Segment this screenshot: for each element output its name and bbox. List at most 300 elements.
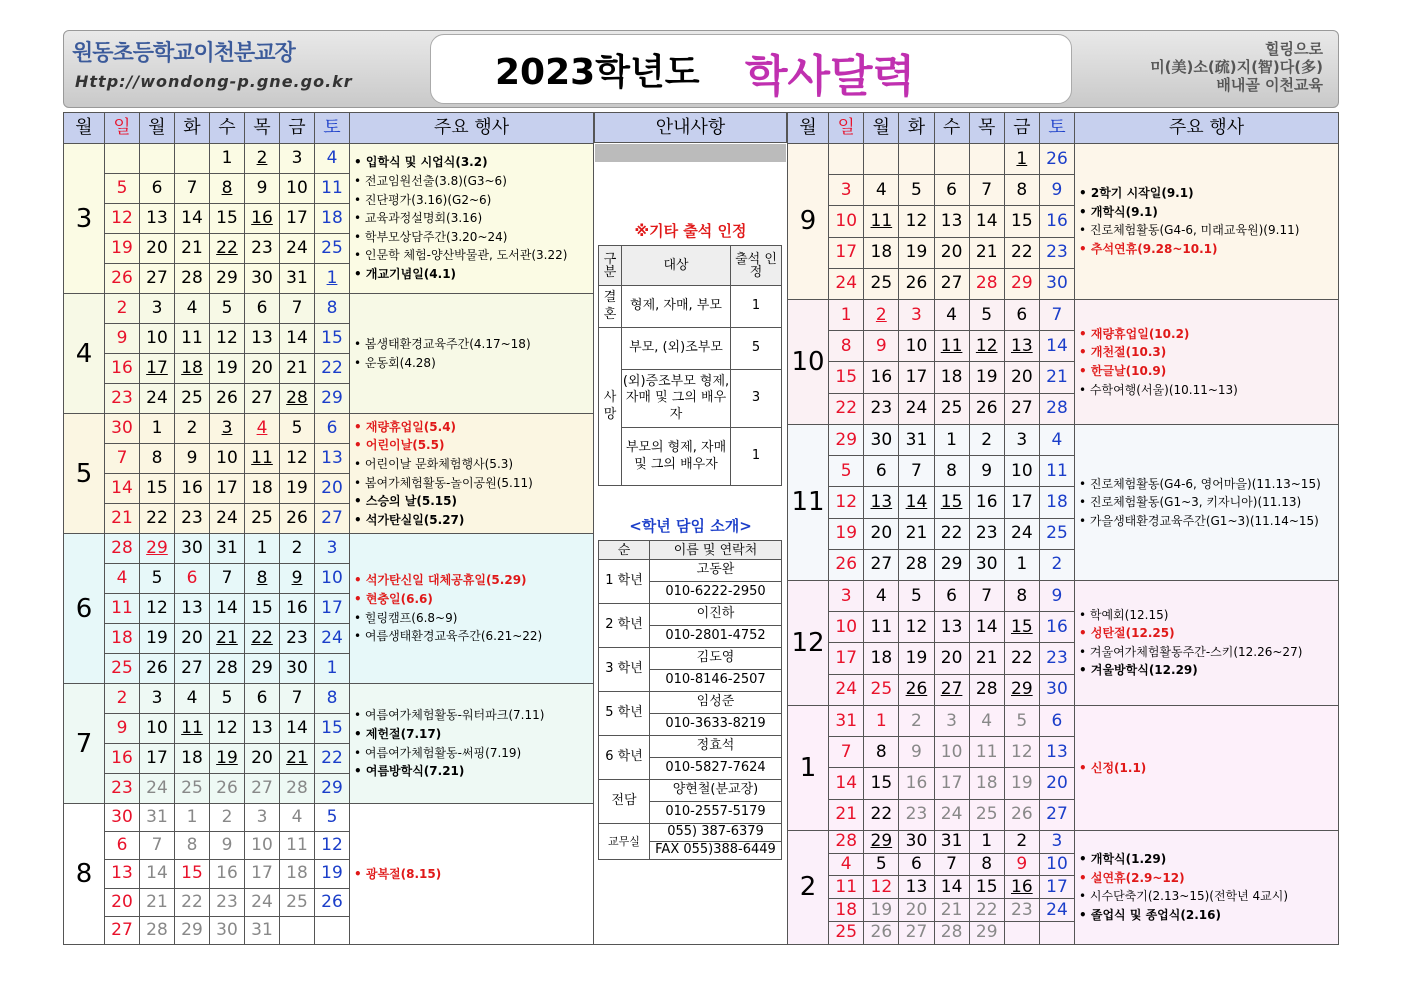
week-row bbox=[788, 830, 1339, 853]
day-cell: 25 bbox=[864, 268, 899, 299]
day-cell: 13 bbox=[864, 487, 899, 518]
day-cell: 31 bbox=[140, 804, 175, 832]
day-cell: 18 bbox=[245, 474, 280, 504]
day-cell: 19 bbox=[315, 860, 350, 888]
day-cell: 23 bbox=[1039, 237, 1074, 268]
day-cell: 26 bbox=[829, 549, 864, 580]
day-cell: 30 bbox=[1039, 268, 1074, 299]
day-cell: 31 bbox=[210, 534, 245, 564]
day-cell: 9 bbox=[1004, 853, 1039, 876]
day-cell: 2 bbox=[280, 534, 315, 564]
day-cell: 15 bbox=[140, 474, 175, 504]
day-cell: 6 bbox=[105, 832, 140, 860]
day-cell: 29 bbox=[245, 654, 280, 684]
att-type-death: 사망 bbox=[599, 328, 622, 486]
day-cell: 15 bbox=[1004, 612, 1039, 643]
day-cell: 28 bbox=[140, 916, 175, 944]
day-cell: 15 bbox=[315, 324, 350, 354]
day-cell: 11 bbox=[864, 206, 899, 237]
day-cell: 29 bbox=[934, 549, 969, 580]
day-cell: 27 bbox=[140, 264, 175, 294]
day-cell: 30 bbox=[210, 916, 245, 944]
day-cell: 4 bbox=[934, 299, 969, 330]
week-row bbox=[64, 534, 594, 564]
day-cell: 12 bbox=[315, 832, 350, 860]
day-cell: 7 bbox=[1039, 299, 1074, 330]
day-cell: 6 bbox=[899, 853, 934, 876]
day-cell: 27 bbox=[175, 654, 210, 684]
day-cell: 9 bbox=[280, 564, 315, 594]
day-cell: 24 bbox=[245, 888, 280, 916]
event-item: • 봄여가체험활동-놀이공원(5.11) bbox=[354, 475, 533, 490]
day-cell: 12 bbox=[280, 444, 315, 474]
school-url[interactable]: Http://wondong-p.gne.go.kr bbox=[75, 72, 353, 91]
event-item: • 겨울여가체험활동주간-스키(12.26~27) bbox=[1079, 644, 1303, 659]
day-cell: 26 bbox=[210, 384, 245, 414]
day-cell: 3 bbox=[280, 144, 315, 174]
day-cell: 11 bbox=[280, 832, 315, 860]
day-cell: 22 bbox=[210, 234, 245, 264]
day-cell: 16 bbox=[1039, 612, 1074, 643]
day-cell: 29 bbox=[1004, 674, 1039, 705]
day-cell: 25 bbox=[105, 654, 140, 684]
day-cell: 21 bbox=[969, 643, 1004, 674]
day-cell: 14 bbox=[934, 876, 969, 899]
teacher-grade: 5 학년 bbox=[599, 692, 650, 736]
col-head-events: 주요 행사 bbox=[1075, 113, 1339, 144]
day-cell: 12 bbox=[210, 714, 245, 744]
day-cell: 19 bbox=[105, 234, 140, 264]
teacher-name: 임성준 bbox=[650, 692, 782, 714]
teacher-name: 양현철(분교장) bbox=[650, 780, 782, 802]
day-cell: 30 bbox=[1039, 674, 1074, 705]
event-item: • 제헌절(7.17) bbox=[354, 726, 442, 741]
day-cell: 16 bbox=[899, 768, 934, 799]
day-cell: 10 bbox=[280, 174, 315, 204]
event-item: • 가을생태환경교육주간(G1~3)(11.14~15) bbox=[1079, 513, 1319, 528]
month-events bbox=[1075, 424, 1339, 580]
month-events bbox=[350, 534, 594, 684]
day-cell: 13 bbox=[1004, 331, 1039, 362]
day-cell: 7 bbox=[175, 174, 210, 204]
day-cell: 11 bbox=[245, 444, 280, 474]
day-cell: 13 bbox=[1039, 737, 1074, 768]
day-cell: 6 bbox=[864, 456, 899, 487]
day-cell: 8 bbox=[315, 684, 350, 714]
day-cell: 10 bbox=[245, 832, 280, 860]
event-item: • 개교기념일(4.1) bbox=[354, 266, 457, 281]
day-cell: 19 bbox=[899, 237, 934, 268]
day-cell: 26 bbox=[105, 264, 140, 294]
day-cell: 7 bbox=[140, 832, 175, 860]
teacher-phone: 010-5827-7624 bbox=[650, 758, 782, 780]
teacher-grade: 교무실 bbox=[599, 824, 650, 860]
day-cell: 28 bbox=[105, 534, 140, 564]
day-cell: 31 bbox=[245, 916, 280, 944]
col-head-events: 주요 행사 bbox=[350, 113, 594, 144]
day-cell: 15 bbox=[315, 714, 350, 744]
day-cell: 22 bbox=[829, 393, 864, 424]
day-cell: 21 bbox=[210, 624, 245, 654]
day-cell: 26 bbox=[969, 393, 1004, 424]
month-label: 1 bbox=[788, 705, 829, 830]
month-events bbox=[350, 684, 594, 804]
day-cell: 15 bbox=[864, 768, 899, 799]
day-cell: 24 bbox=[210, 504, 245, 534]
day-cell: 19 bbox=[280, 474, 315, 504]
day-cell: 3 bbox=[140, 294, 175, 324]
day-cell: 5 bbox=[315, 804, 350, 832]
day-cell: 27 bbox=[934, 674, 969, 705]
day-cell: 10 bbox=[934, 737, 969, 768]
week-row bbox=[788, 299, 1339, 330]
att-target: (외)증조부모 형제,자매 및 그의 배우자 bbox=[622, 370, 731, 428]
day-cell: 15 bbox=[1004, 206, 1039, 237]
day-cell: 19 bbox=[899, 643, 934, 674]
att-days: 5 bbox=[731, 328, 782, 370]
event-item: • 인문학 체험-양산박물관, 도서관(3.22) bbox=[354, 248, 568, 263]
day-cell: 27 bbox=[245, 384, 280, 414]
day-cell: 6 bbox=[175, 564, 210, 594]
day-cell: 2 bbox=[105, 684, 140, 714]
day-cell: 25 bbox=[1039, 518, 1074, 549]
day-cell: 16 bbox=[245, 204, 280, 234]
day-cell: 14 bbox=[899, 487, 934, 518]
day-cell: 1 bbox=[175, 804, 210, 832]
day-cell: 18 bbox=[1039, 487, 1074, 518]
day-cell: 10 bbox=[315, 564, 350, 594]
day-cell: 25 bbox=[245, 504, 280, 534]
day-cell: 6 bbox=[245, 294, 280, 324]
day-cell: 5 bbox=[140, 564, 175, 594]
col-head-sun: 일 bbox=[829, 113, 864, 144]
day-cell: 17 bbox=[245, 860, 280, 888]
day-cell: 6 bbox=[315, 414, 350, 444]
teacher-grade: 1 학년 bbox=[599, 560, 650, 604]
event-item: • 여름여가체험활동-워터파크(7.11) bbox=[354, 708, 545, 723]
day-cell: 30 bbox=[105, 804, 140, 832]
day-cell: 24 bbox=[829, 268, 864, 299]
calendar-first-semester bbox=[63, 112, 594, 945]
day-cell: 7 bbox=[280, 684, 315, 714]
day-cell: 17 bbox=[315, 594, 350, 624]
day-cell: 15 bbox=[175, 860, 210, 888]
teacher-phone: 010-8146-2507 bbox=[650, 670, 782, 692]
col-head-fri: 금 bbox=[280, 113, 315, 144]
month-events bbox=[350, 294, 594, 414]
week-row bbox=[788, 424, 1339, 455]
teacher-title: <학년 담임 소개> bbox=[629, 517, 752, 535]
day-cell: 16 bbox=[175, 474, 210, 504]
day-cell: 23 bbox=[210, 888, 245, 916]
day-cell: 22 bbox=[1004, 237, 1039, 268]
day-cell: 28 bbox=[1039, 393, 1074, 424]
day-cell: 28 bbox=[969, 674, 1004, 705]
event-item: • 개학식(9.1) bbox=[1079, 204, 1158, 219]
day-cell: 13 bbox=[315, 444, 350, 474]
day-cell: 14 bbox=[969, 612, 1004, 643]
event-item: • 여름생태환경교육주간(6.21~22) bbox=[354, 629, 543, 644]
day-cell: 27 bbox=[899, 922, 934, 945]
title-year: 2023학년도 bbox=[495, 52, 700, 93]
event-item: • 설연휴(2.9~12) bbox=[1079, 870, 1185, 885]
day-cell: 22 bbox=[864, 799, 899, 830]
teacher-head-order: 순 bbox=[599, 541, 650, 560]
day-cell: 21 bbox=[175, 234, 210, 264]
event-item: • 입학식 및 시업식(3.2) bbox=[354, 155, 488, 170]
day-cell: 22 bbox=[1004, 643, 1039, 674]
day-cell: 3 bbox=[899, 299, 934, 330]
day-cell: 8 bbox=[140, 444, 175, 474]
day-cell: 18 bbox=[969, 768, 1004, 799]
day-cell: 24 bbox=[140, 774, 175, 804]
day-cell: 18 bbox=[280, 860, 315, 888]
day-cell: 8 bbox=[210, 174, 245, 204]
event-item: • 석가탄신일 대체공휴일(5.29) bbox=[354, 573, 527, 588]
month-label: 10 bbox=[788, 299, 829, 424]
week-row bbox=[788, 580, 1339, 611]
day-cell: 20 bbox=[1004, 362, 1039, 393]
day-cell: 10 bbox=[210, 444, 245, 474]
day-cell: 18 bbox=[175, 354, 210, 384]
day-cell: 7 bbox=[934, 853, 969, 876]
day-cell: 28 bbox=[280, 384, 315, 414]
day-cell: 16 bbox=[1039, 206, 1074, 237]
day-cell: 23 bbox=[105, 384, 140, 414]
day-cell: 4 bbox=[969, 705, 1004, 736]
col-head-sat: 토 bbox=[315, 113, 350, 144]
day-cell: 14 bbox=[1039, 331, 1074, 362]
col-head-mon: 월 bbox=[140, 113, 175, 144]
day-cell bbox=[899, 144, 934, 175]
day-cell: 12 bbox=[829, 487, 864, 518]
teacher-phone: 010-6222-2950 bbox=[650, 582, 782, 604]
month-events bbox=[350, 804, 594, 945]
day-cell: 9 bbox=[210, 832, 245, 860]
att-type-marriage: 결혼 bbox=[599, 286, 622, 328]
day-cell: 20 bbox=[175, 624, 210, 654]
day-cell: 30 bbox=[280, 654, 315, 684]
col-head-thu: 목 bbox=[969, 113, 1004, 144]
day-cell bbox=[1039, 922, 1074, 945]
month-label: 8 bbox=[64, 804, 105, 945]
day-cell: 12 bbox=[105, 204, 140, 234]
event-item: • 운동회(4.28) bbox=[354, 355, 436, 370]
day-cell: 3 bbox=[245, 804, 280, 832]
day-cell: 17 bbox=[1039, 876, 1074, 899]
day-cell: 14 bbox=[829, 768, 864, 799]
day-cell bbox=[140, 144, 175, 174]
day-cell: 10 bbox=[829, 206, 864, 237]
day-cell: 22 bbox=[140, 504, 175, 534]
col-head-sun: 일 bbox=[105, 113, 140, 144]
day-cell: 2 bbox=[105, 294, 140, 324]
day-cell: 4 bbox=[864, 175, 899, 206]
day-cell: 1 bbox=[140, 414, 175, 444]
day-cell: 26 bbox=[140, 654, 175, 684]
day-cell: 17 bbox=[140, 744, 175, 774]
day-cell: 20 bbox=[315, 474, 350, 504]
day-cell: 29 bbox=[864, 830, 899, 853]
day-cell: 26 bbox=[899, 674, 934, 705]
day-cell: 8 bbox=[969, 853, 1004, 876]
day-cell: 27 bbox=[1039, 799, 1074, 830]
event-item: • 석가탄실일(5.27) bbox=[354, 512, 465, 527]
event-item: • 스승의 날(5.15) bbox=[354, 494, 457, 509]
month-events bbox=[350, 144, 594, 294]
day-cell: 4 bbox=[1039, 424, 1074, 455]
week-row bbox=[64, 804, 594, 832]
day-cell: 22 bbox=[934, 518, 969, 549]
day-cell: 4 bbox=[829, 853, 864, 876]
day-cell: 14 bbox=[210, 594, 245, 624]
day-cell: 23 bbox=[1004, 899, 1039, 922]
day-cell: 28 bbox=[829, 830, 864, 853]
day-cell: 1 bbox=[315, 264, 350, 294]
day-cell: 24 bbox=[315, 624, 350, 654]
day-cell: 12 bbox=[969, 331, 1004, 362]
day-cell: 23 bbox=[105, 774, 140, 804]
day-cell: 5 bbox=[899, 175, 934, 206]
day-cell: 17 bbox=[1004, 487, 1039, 518]
day-cell: 12 bbox=[210, 324, 245, 354]
day-cell: 14 bbox=[140, 860, 175, 888]
teacher-table bbox=[598, 540, 782, 860]
day-cell: 9 bbox=[105, 714, 140, 744]
day-cell: 26 bbox=[864, 922, 899, 945]
day-cell: 21 bbox=[969, 237, 1004, 268]
day-cell: 24 bbox=[1004, 518, 1039, 549]
week-row bbox=[64, 294, 594, 324]
day-cell: 11 bbox=[829, 876, 864, 899]
day-cell: 25 bbox=[864, 674, 899, 705]
col-head-wed: 수 bbox=[210, 113, 245, 144]
day-cell: 4 bbox=[245, 414, 280, 444]
day-cell: 30 bbox=[105, 414, 140, 444]
att-target: 부모의 형제, 자매 및 그의 배우자 bbox=[622, 428, 731, 486]
day-cell bbox=[1004, 922, 1039, 945]
day-cell: 10 bbox=[1004, 456, 1039, 487]
day-cell: 3 bbox=[1004, 424, 1039, 455]
event-item: • 힐링캠프(6.8~9) bbox=[354, 610, 458, 625]
day-cell: 25 bbox=[934, 393, 969, 424]
day-cell: 19 bbox=[829, 518, 864, 549]
day-cell bbox=[969, 144, 1004, 175]
day-cell: 8 bbox=[1004, 580, 1039, 611]
day-cell: 18 bbox=[315, 204, 350, 234]
day-cell: 1 bbox=[315, 654, 350, 684]
day-cell: 18 bbox=[934, 362, 969, 393]
day-cell: 12 bbox=[1004, 737, 1039, 768]
att-head-target: 대상 bbox=[622, 246, 731, 286]
day-cell: 6 bbox=[245, 684, 280, 714]
day-cell: 15 bbox=[245, 594, 280, 624]
day-cell: 29 bbox=[1004, 268, 1039, 299]
day-cell: 22 bbox=[175, 888, 210, 916]
teacher-phone: 010-2557-5179 bbox=[650, 802, 782, 824]
day-cell: 28 bbox=[899, 549, 934, 580]
att-days: 1 bbox=[731, 286, 782, 328]
event-item: • 졸업식 및 종업식(2.16) bbox=[1079, 907, 1221, 922]
day-cell: 2 bbox=[1004, 830, 1039, 853]
day-cell: 20 bbox=[864, 518, 899, 549]
day-cell: 25 bbox=[315, 234, 350, 264]
day-cell: 3 bbox=[315, 534, 350, 564]
day-cell: 9 bbox=[175, 444, 210, 474]
day-cell: 30 bbox=[969, 549, 1004, 580]
day-cell: 22 bbox=[315, 354, 350, 384]
event-item: • 겨울방학식(12.29) bbox=[1079, 663, 1198, 678]
day-cell: 1 bbox=[934, 424, 969, 455]
day-cell: 11 bbox=[864, 612, 899, 643]
day-cell: 19 bbox=[210, 744, 245, 774]
day-cell: 2 bbox=[210, 804, 245, 832]
day-cell: 5 bbox=[210, 294, 245, 324]
day-cell: 1 bbox=[969, 830, 1004, 853]
month-label: 4 bbox=[64, 294, 105, 414]
day-cell: 13 bbox=[140, 204, 175, 234]
col-head-tue: 화 bbox=[175, 113, 210, 144]
day-cell: 8 bbox=[864, 737, 899, 768]
day-cell: 3 bbox=[140, 684, 175, 714]
event-item: • 2학기 시작일(9.1) bbox=[1079, 186, 1194, 201]
day-cell: 14 bbox=[280, 324, 315, 354]
day-cell: 30 bbox=[175, 534, 210, 564]
day-cell: 6 bbox=[140, 174, 175, 204]
att-target: 부모, (외)조부모 bbox=[622, 328, 731, 370]
month-events bbox=[1075, 144, 1339, 300]
event-item: • 수학여행(서울)(10.11~13) bbox=[1079, 382, 1238, 397]
day-cell: 17 bbox=[899, 362, 934, 393]
day-cell: 17 bbox=[829, 237, 864, 268]
day-cell: 20 bbox=[934, 237, 969, 268]
col-head-month: 월 bbox=[788, 113, 829, 144]
day-cell: 7 bbox=[969, 175, 1004, 206]
day-cell: 1 bbox=[245, 534, 280, 564]
day-cell: 21 bbox=[140, 888, 175, 916]
teacher-name: 정효석 bbox=[650, 736, 782, 758]
week-row bbox=[788, 144, 1339, 175]
teacher-name: 고동완 bbox=[650, 560, 782, 582]
month-label: 11 bbox=[788, 424, 829, 580]
day-cell: 19 bbox=[864, 899, 899, 922]
day-cell: 18 bbox=[864, 237, 899, 268]
day-cell: 10 bbox=[140, 324, 175, 354]
day-cell: 7 bbox=[969, 580, 1004, 611]
day-cell: 3 bbox=[934, 705, 969, 736]
calendar-second-semester bbox=[787, 112, 1339, 945]
teacher-grade: 6 학년 bbox=[599, 736, 650, 780]
day-cell: 26 bbox=[315, 888, 350, 916]
day-cell: 24 bbox=[829, 674, 864, 705]
day-cell: 27 bbox=[864, 549, 899, 580]
day-cell: 11 bbox=[1039, 456, 1074, 487]
day-cell: 28 bbox=[934, 922, 969, 945]
event-item: • 신정(1.1) bbox=[1079, 760, 1147, 775]
month-label: 5 bbox=[64, 414, 105, 534]
teacher-head-contact: 이름 및 연락처 bbox=[650, 541, 782, 560]
day-cell: 13 bbox=[934, 612, 969, 643]
day-cell: 4 bbox=[280, 804, 315, 832]
month-label: 12 bbox=[788, 580, 829, 705]
day-cell: 15 bbox=[210, 204, 245, 234]
day-cell: 3 bbox=[829, 175, 864, 206]
day-cell: 5 bbox=[210, 684, 245, 714]
day-cell: 14 bbox=[175, 204, 210, 234]
day-cell: 27 bbox=[1004, 393, 1039, 424]
day-cell: 17 bbox=[210, 474, 245, 504]
day-cell: 8 bbox=[934, 456, 969, 487]
